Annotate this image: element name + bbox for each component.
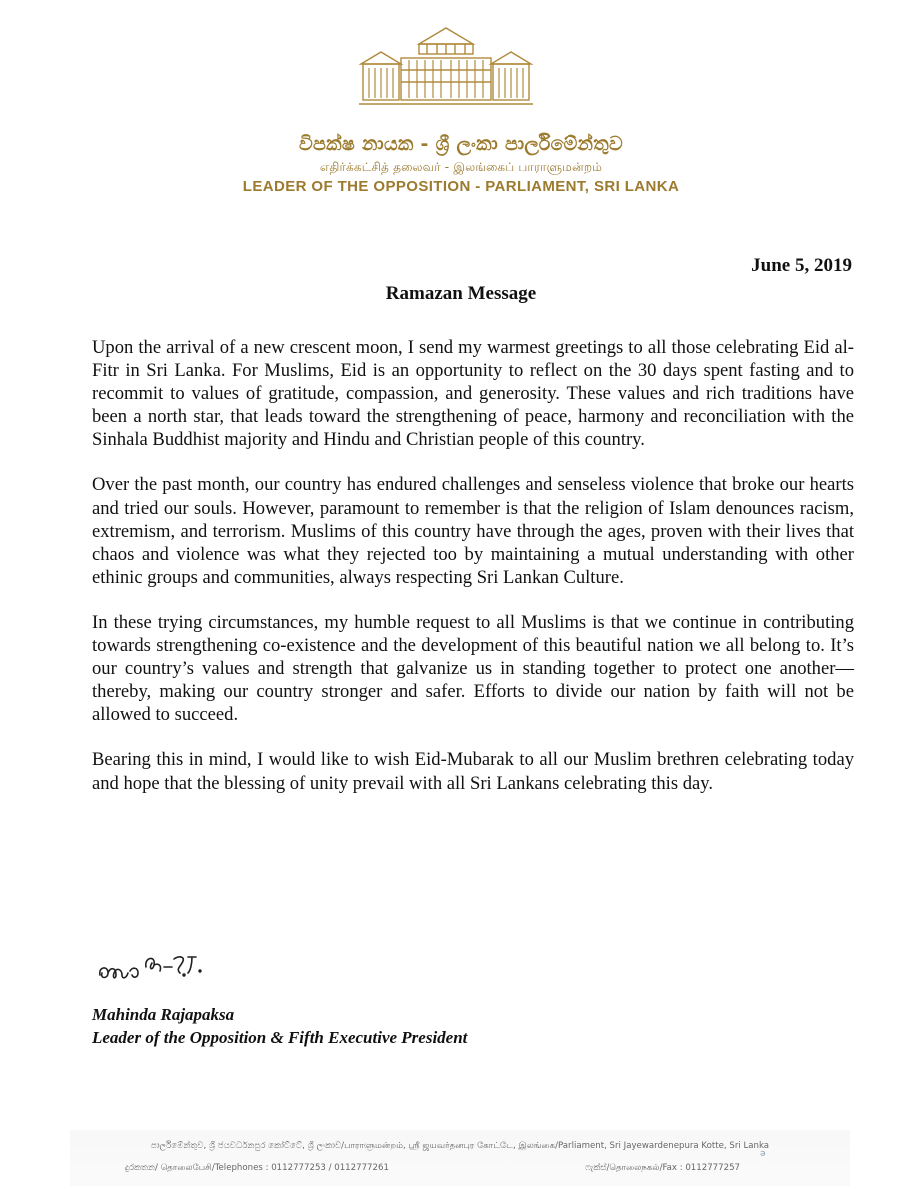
paragraph-2: Over the past month, our country has endured challenges and senseless violence that broke our hearts and tried our souls. However, paramount to remember is that the religion of Islam denounces racism, extremism, and terrorism. Muslims of this country have through the ages, proven with their lives that chaos and violence was what they rejected too by maintaining a mutual understanding with other ethinic groups and communities, always respecting Sri Lankan Culture. (92, 474, 854, 588)
handwritten-signature (96, 945, 216, 989)
letter-body (92, 336, 854, 795)
paragraph-3: In these trying circumstances, my humble request to all Muslims is that we continue in contributing towards strengthening co-existence and the development of this beautiful nation we all belong to. It’s our country’s values and strength that galvanize us in standing together to protect one another—thereby, making our country stronger and safer. Efforts to divide our nation by faith will not be allowed to succeed. (92, 611, 854, 726)
footer-fax: ෆැක්ස්/தொலைநகல்/Fax : 0112777257 (585, 1163, 740, 1173)
letterhead-sinhala: විපක්ෂ නායක - ශ්‍රී ලංකා පාර්ලිමේන්තුව (299, 133, 623, 155)
paragraph-4: Bearing this in mind, I would like to wish Eid-Mubarak to all our Muslim brethren celebrating today and hope that the blessing of unity prevail with all Sri Lankans celebrating this day. (92, 749, 854, 794)
letterhead (0, 0, 922, 200)
footer-background (70, 1130, 850, 1186)
parliament-building-icon (357, 22, 535, 108)
signatory-title: Leader of the Opposition & Fifth Executive President (92, 1028, 468, 1047)
signatory-name: Mahinda Rajapaksa (92, 1005, 235, 1024)
paragraph-1: Upon the arrival of a new crescent moon, I send my warmest greetings to all those celebrating Eid al-Fitr in Sri Lanka. For Muslims, Eid is an opportunity to reflect on the 30 days spent fasting and to recommit to values of gratitude, compassion, and generosity. These values and rich traditions have been a north star, that leads toward the strengthening of peace, harmony and reconciliation with the Sinhala Buddhist majority and Hindu and Christian people of this country. (92, 337, 854, 451)
footer-telephones: දුරකතන/ தொலைபேசி/Telephones : 0112777253 / 0112777261 (125, 1163, 389, 1173)
footer-mark: ə (760, 1149, 766, 1159)
footer-address: පාර්ලිමේන්තුව, ශ්‍රී ජයවර්ධනපුර කෝට්ටේ, ශ්‍රී ලංකාව/பாராளுமன்றம், ஸ்ரீ ஜயவர்தனபுர கோட்டே, இலங்கை/Parliament, Sri Jayewardenepura Kotte, Sri Lanka (150, 1141, 770, 1151)
letter-date: June 5, 2019 (751, 255, 852, 276)
letter-heading: Ramazan Message (385, 283, 537, 304)
letterhead-tamil: எதிர்க்கட்சித் தலைவர் - இலங்கைப் பாராளுமன்றம் (319, 160, 603, 174)
footer-contacts (70, 1163, 850, 1174)
letterhead-english: LEADER OF THE OPPOSITION - PARLIAMENT, SRI LANKA (242, 178, 680, 195)
letterhead-footer (70, 1130, 850, 1186)
